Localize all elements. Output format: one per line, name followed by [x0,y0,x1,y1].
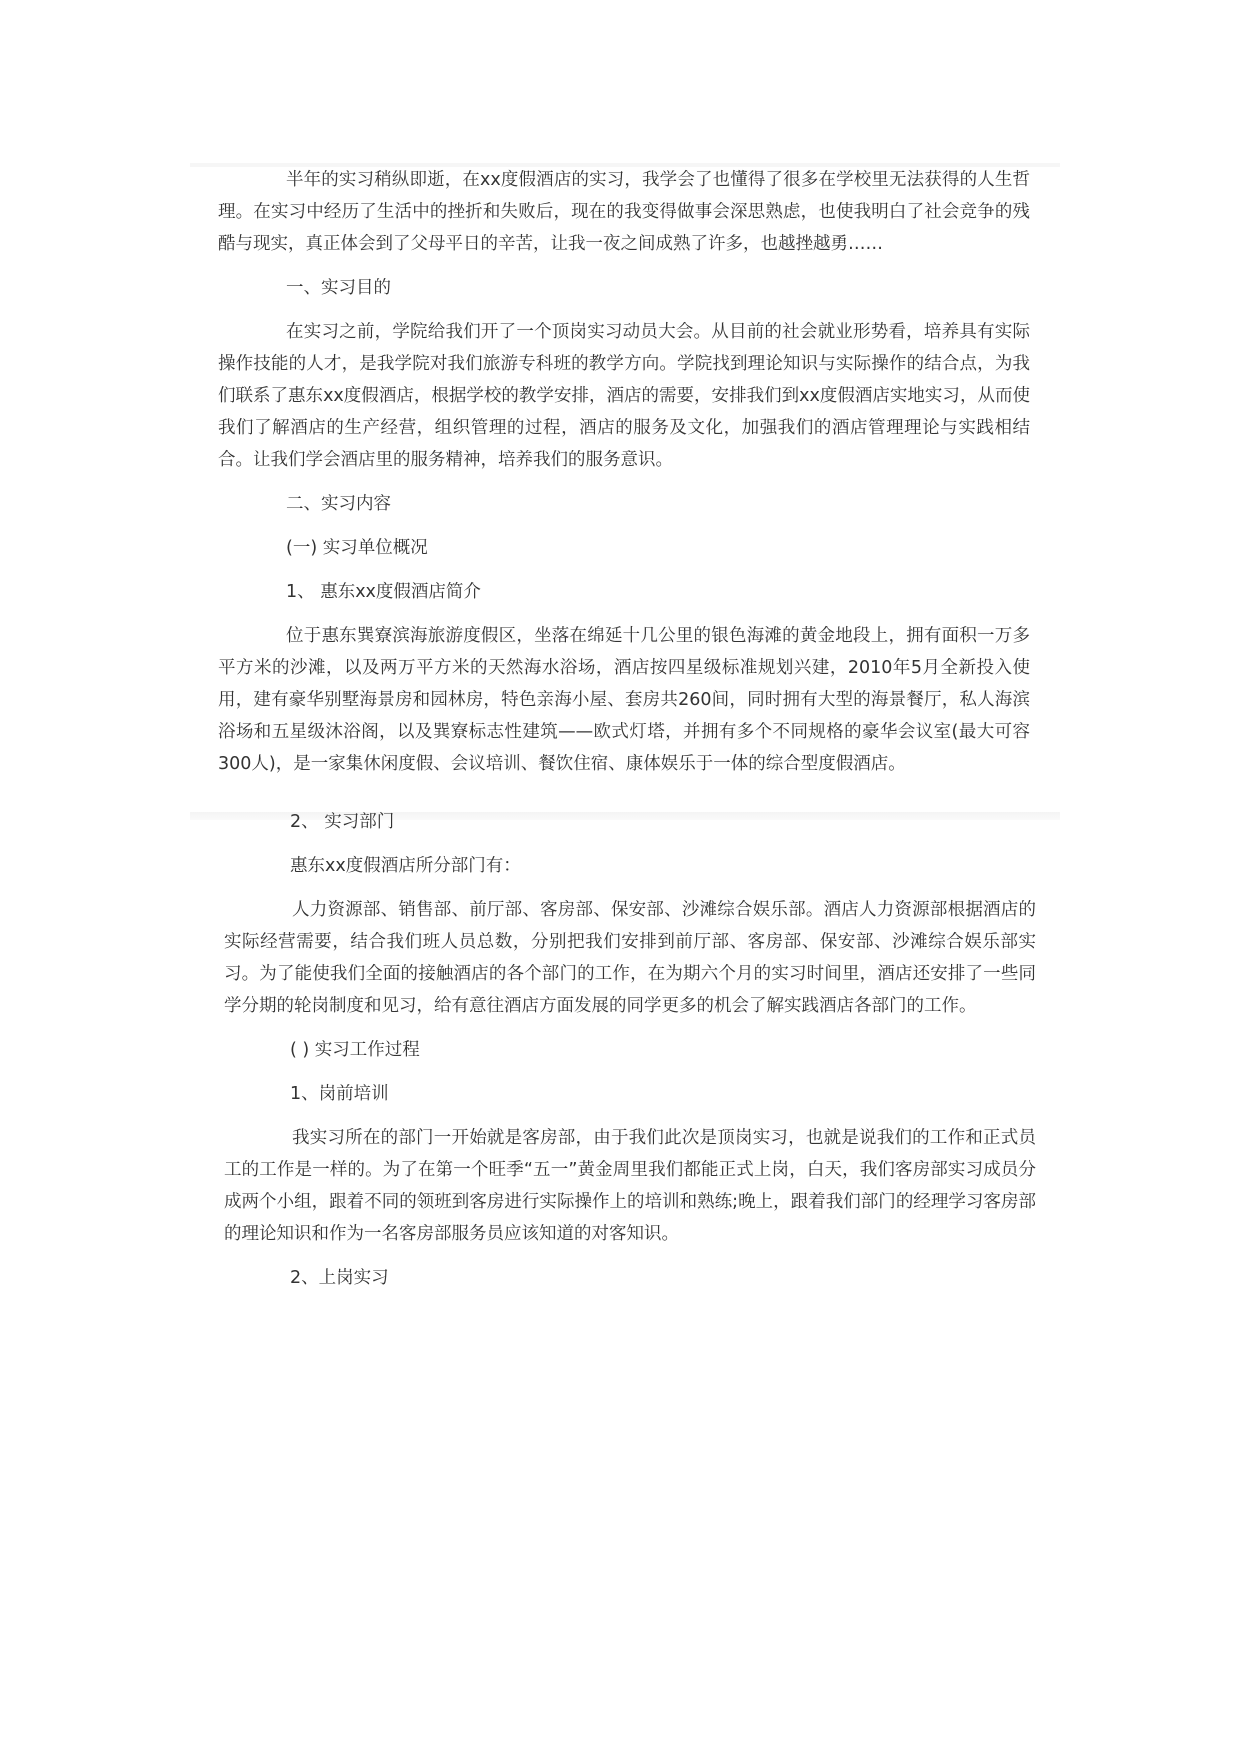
item-heading-departments: 2、 实习部门 [290,812,395,832]
subsection-heading-unit-overview: (一) 实习单位概况 [286,538,428,558]
item-heading-pre-job-training: 1、岗前培训 [290,1084,389,1104]
purpose-paragraph: 在实习之前，学院给我们开了一个顶岗实习动员大会。从目前的社会就业形势看，培养具有实际操作技能的人才，是我学院对我们旅游专科班的教学方向。学院找到理论知识与实际操作的结合点，为我们联系了惠东xx度假酒店，根据学校的教学安排，酒店的需要，安排我们到xx度假酒店实地实习，从而使我们了解酒店的生产经营，组织管理的过程，酒店的服务及文化，加强我们的酒店管理理论与实践相结合。让我们学会酒店里的服务精神，培养我们的服务意识。 [218,322,1030,470]
section-heading-purpose: 一、实习目的 [286,278,391,298]
subsection-heading-work-process: ( ) 实习工作过程 [290,1040,420,1060]
hotel-intro-paragraph: 位于惠东巽寮滨海旅游度假区，坐落在绵延十几公里的银色海滩的黄金地段上，拥有面积一万多平方米的沙滩，以及两万平方米的天然海水浴场，酒店按四星级标准规划兴建，2010年5月全新投入使用，建有豪华别墅海景房和园林房，特色亲海小屋、套房共260间，同时拥有大型的海景餐厅，私人海滨浴场和五星级沐浴阁，以及巽寮标志性建筑——欧式灯塔，并拥有多个不同规格的豪华会议室(最大可容300人)，是一家集休闲度假、会议培训、餐饮住宿、康体娱乐于一体的综合型度假酒店。 [218,626,1030,774]
departments-paragraph: 人力资源部、销售部、前厅部、客房部、保安部、沙滩综合娱乐部。酒店人力资源部根据酒店的实际经营需要，结合我们班人员总数，分别把我们安排到前厅部、客房部、保安部、沙滩综合娱乐部实习。为了能使我们全面的接触酒店的各个部门的工作，在为期六个月的实习时间里，酒店还安排了一些同学分期的轮岗制度和见习，给有意往酒店方面发展的同学更多的机会了解实践酒店各部门的工作。 [224,900,1036,1016]
item-heading-on-job-internship: 2、上岗实习 [290,1268,389,1288]
departments-lead-line: 惠东xx度假酒店所分部门有： [290,856,521,876]
section-heading-content: 二、实习内容 [286,494,391,514]
item-heading-hotel-intro: 1、 惠东xx度假酒店简介 [286,582,481,602]
training-paragraph: 我实习所在的部门一开始就是客房部，由于我们此次是顶岗实习，也就是说我们的工作和正式员工的工作是一样的。为了在第一个旺季“五一”黄金周里我们都能正式上岗，白天，我们客房部实习成员分成两个小组，跟着不同的领班到客房进行实际操作上的培训和熟练;晚上，跟着我们部门的经理学习客房部的理论知识和作为一名客房部服务员应该知道的对客知识。 [224,1128,1036,1244]
intro-paragraph: 半年的实习稍纵即逝，在xx度假酒店的实习，我学会了也懂得了很多在学校里无法获得的人生哲理。在实习中经历了生活中的挫折和失败后，现在的我变得做事会深思熟虑，也使我明白了社会竞争的残酷与现实，真正体会到了父母平日的辛苦，让我一夜之间成熟了许多，也越挫越勇…… [218,170,1030,254]
